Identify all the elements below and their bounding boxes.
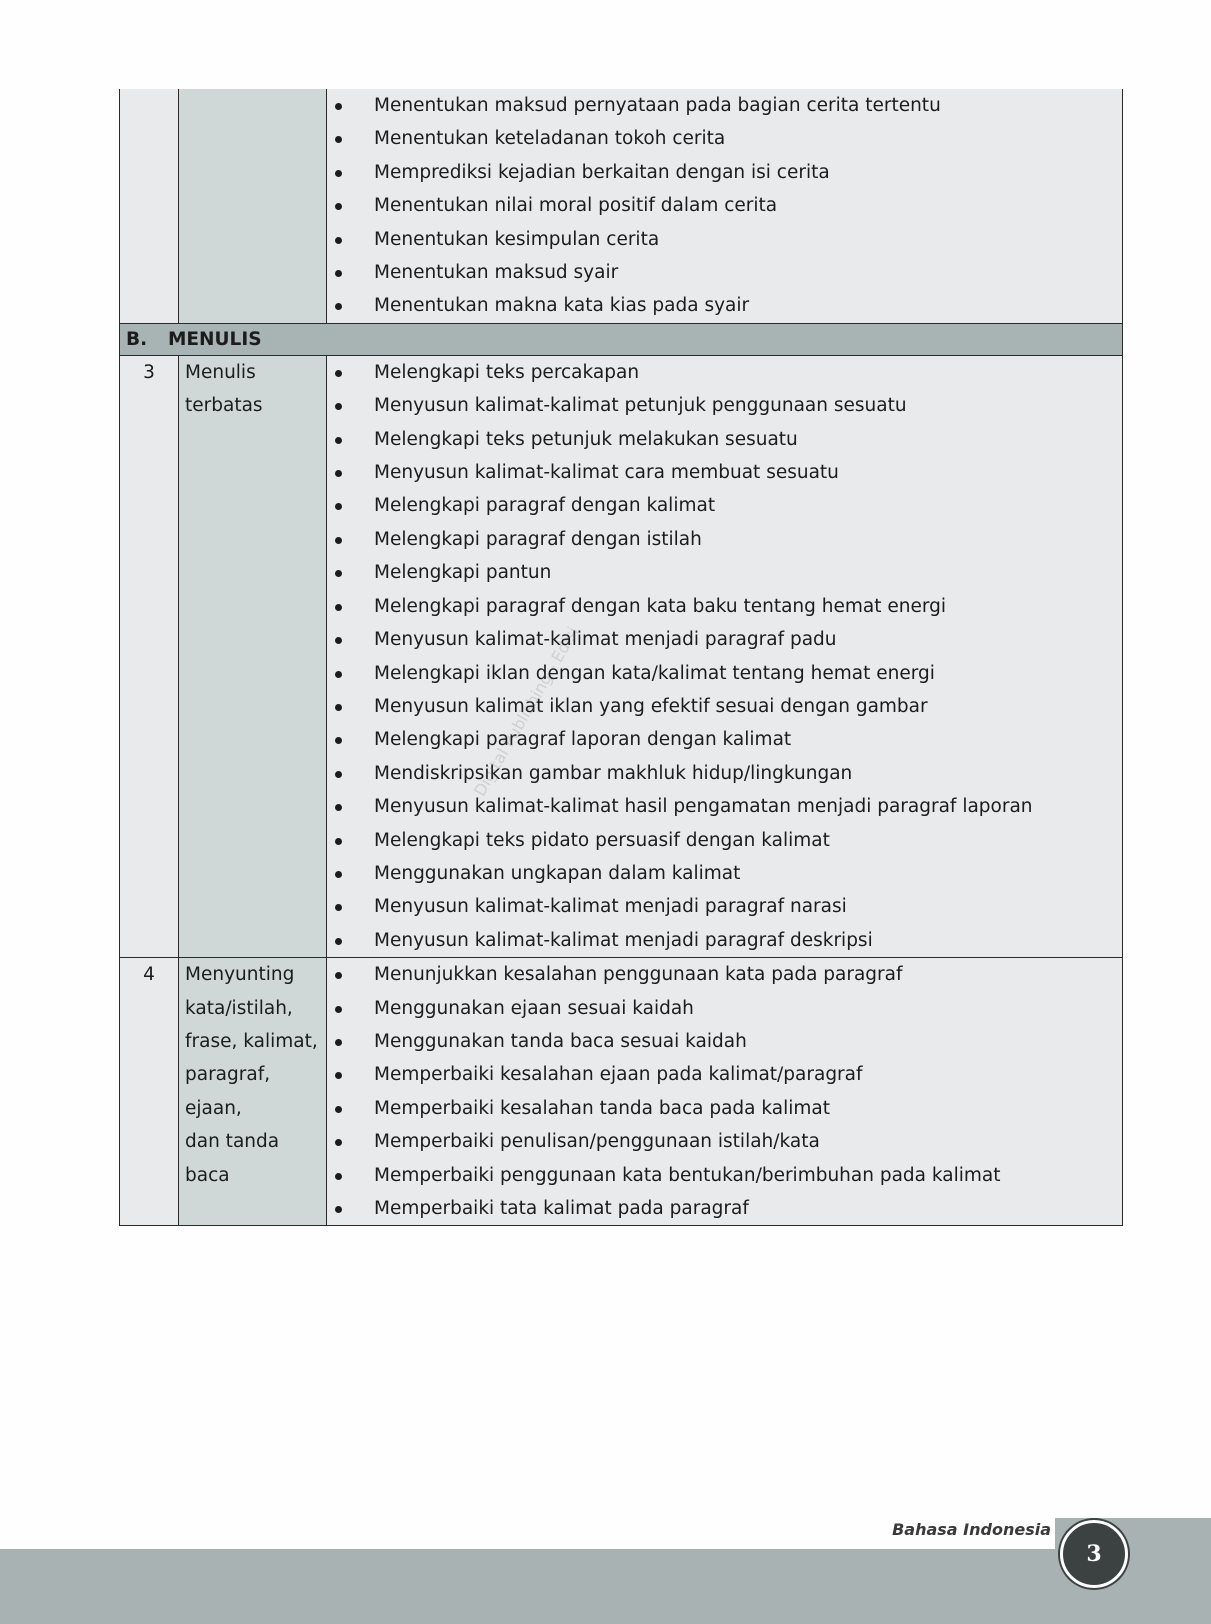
bullet-icon [335, 637, 342, 644]
footer-band [0, 1549, 1211, 1624]
competency-cell [179, 89, 327, 323]
watermark: Digital Publishing - Edisi [470, 623, 583, 800]
list-item: Menentukan keteladanan tokoh cerita [327, 122, 1122, 155]
list-item: Menentukan maksud pernyataan pada bagian cerita tertentu [327, 89, 1122, 122]
competency-line: kata/istilah, [185, 997, 293, 1019]
bullet-icon [335, 437, 342, 444]
list-item: Melengkapi teks percakapan [327, 356, 1122, 389]
list-item: Memperbaiki kesalahan tanda baca pada kalimat [327, 1092, 1122, 1125]
page-number: 3 [1060, 1520, 1128, 1588]
indicator-cell [327, 958, 1123, 1226]
competency-line: paragraf, ejaan, [185, 1064, 271, 1119]
bullet-icon [335, 1106, 342, 1113]
bullet-icon [335, 270, 342, 277]
indicator-cell [327, 355, 1123, 957]
list-item: Memprediksi kejadian berkaitan dengan isi cerita [327, 156, 1122, 189]
bullet-icon [335, 537, 342, 544]
bullet-icon [335, 871, 342, 878]
bullet-icon [335, 838, 342, 845]
bullet-icon [335, 737, 342, 744]
row-number-cell [120, 89, 179, 323]
competency-table [119, 89, 1123, 1226]
section-header-row [120, 323, 1123, 355]
bullet-icon [335, 203, 342, 210]
list-item: Melengkapi paragraf laporan dengan kalimat [327, 723, 1122, 756]
bullet-icon [335, 136, 342, 143]
section-header [120, 323, 1123, 355]
list-item: Memperbaiki kesalahan ejaan pada kalimat/paragraf [327, 1058, 1122, 1091]
list-item: Mendiskripsikan gambar makhluk hidup/lingkungan [327, 757, 1122, 790]
list-item: Memperbaiki tata kalimat pada paragraf [327, 1192, 1122, 1225]
bullet-icon [335, 370, 342, 377]
bullet-icon [335, 938, 342, 945]
competency-line: Menyunting [185, 964, 295, 986]
row-number-cell [120, 958, 179, 1226]
indicator-list [327, 958, 1122, 1225]
list-item: Menentukan maksud syair [327, 256, 1122, 289]
competency-cell [179, 958, 327, 1226]
list-item: Menggunakan ungkapan dalam kalimat [327, 857, 1122, 890]
bullet-icon [335, 1072, 342, 1079]
bullet-icon [335, 470, 342, 477]
list-item: Melengkapi paragraf dengan kalimat [327, 489, 1122, 522]
bullet-icon [335, 604, 342, 611]
competency-line: terbatas [185, 395, 263, 417]
row-number-cell [120, 355, 179, 957]
indicator-list [327, 89, 1122, 323]
bullet-icon [335, 503, 342, 510]
list-item: Melengkapi paragraf dengan istilah [327, 523, 1122, 556]
book-title: Bahasa Indonesia [892, 1520, 1051, 1539]
indicator-cell [327, 89, 1123, 323]
list-item: Menyusun kalimat-kalimat menjadi paragraf narasi [327, 890, 1122, 923]
bullet-icon [335, 403, 342, 410]
bullet-icon [335, 804, 342, 811]
bullet-icon [335, 771, 342, 778]
row-number: 4 [143, 964, 155, 986]
list-item: Melengkapi paragraf dengan kata baku tentang hemat energi [327, 590, 1122, 623]
bullet-icon [335, 1039, 342, 1046]
section-title: MENULIS [168, 328, 262, 350]
list-item: Menyusun kalimat-kalimat cara membuat sesuatu [327, 456, 1122, 489]
bullet-icon [335, 170, 342, 177]
bullet-icon [335, 1173, 342, 1180]
list-item: Menunjukkan kesalahan penggunaan kata pada paragraf [327, 958, 1122, 991]
row-number: 3 [143, 361, 155, 383]
list-item: Menyusun kalimat-kalimat hasil pengamatan menjadi paragraf laporan [327, 790, 1122, 823]
indicator-list [327, 356, 1122, 957]
list-item: Menentukan makna kata kias pada syair [327, 289, 1122, 322]
section-letter: B. [126, 328, 148, 350]
bullet-icon [335, 1139, 342, 1146]
list-item: Melengkapi iklan dengan kata/kalimat tentang hemat energi [327, 657, 1122, 690]
bullet-icon [335, 904, 342, 911]
list-item: Menyusun kalimat-kalimat menjadi paragraf deskripsi [327, 924, 1122, 957]
table-row [120, 89, 1123, 323]
list-item: Melengkapi teks pidato persuasif dengan kalimat [327, 824, 1122, 857]
competency-line: frase, kalimat, [185, 1030, 318, 1052]
bullet-icon [335, 972, 342, 979]
competency-line: Menulis [185, 361, 256, 383]
list-item: Melengkapi pantun [327, 556, 1122, 589]
bullet-icon [335, 237, 342, 244]
competency-cell [179, 355, 327, 957]
bullet-icon [335, 570, 342, 577]
bullet-icon [335, 704, 342, 711]
bullet-icon [335, 671, 342, 678]
list-item: Memperbaiki penggunaan kata bentukan/berimbuhan pada kalimat [327, 1159, 1122, 1192]
competency-line: dan tanda baca [185, 1131, 280, 1186]
table-row [120, 355, 1123, 957]
bullet-icon [335, 1006, 342, 1013]
list-item: Menyusun kalimat iklan yang efektif sesuai dengan gambar [327, 690, 1122, 723]
list-item: Memperbaiki penulisan/penggunaan istilah/kata [327, 1125, 1122, 1158]
list-item: Menyusun kalimat-kalimat petunjuk penggunaan sesuatu [327, 389, 1122, 422]
table-row [120, 958, 1123, 1226]
list-item: Menggunakan ejaan sesuai kaidah [327, 992, 1122, 1025]
list-item: Melengkapi teks petunjuk melakukan sesuatu [327, 423, 1122, 456]
list-item: Menggunakan tanda baca sesuai kaidah [327, 1025, 1122, 1058]
list-item: Menyusun kalimat-kalimat menjadi paragraf padu [327, 623, 1122, 656]
bullet-icon [335, 303, 342, 310]
list-item: Menentukan kesimpulan cerita [327, 223, 1122, 256]
list-item: Menentukan nilai moral positif dalam cerita [327, 189, 1122, 222]
bullet-icon [335, 1206, 342, 1213]
bullet-icon [335, 103, 342, 110]
